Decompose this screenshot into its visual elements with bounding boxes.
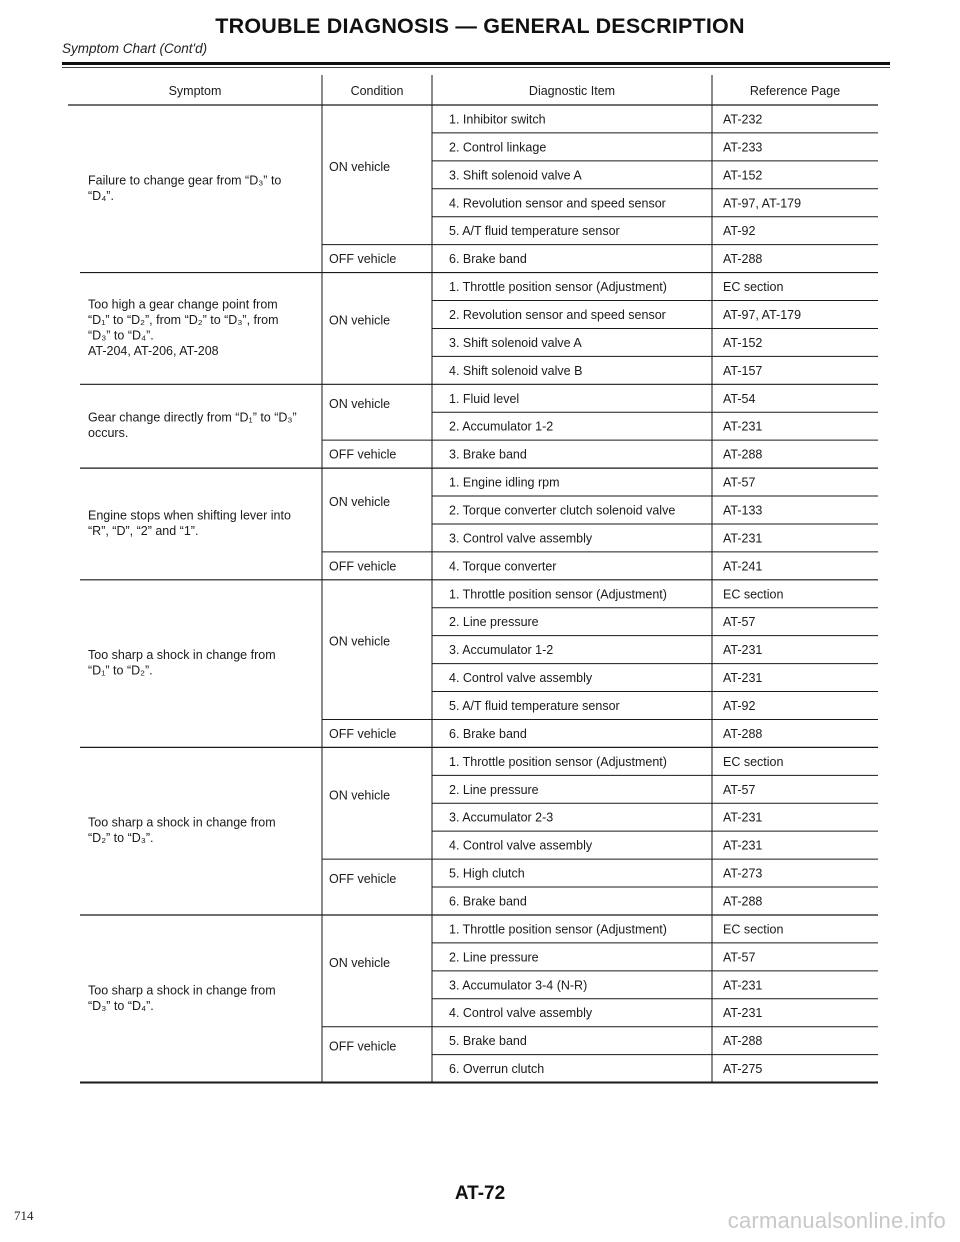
page-title: TROUBLE DIAGNOSIS — GENERAL DESCRIPTION xyxy=(215,14,745,38)
reference-page: AT-231 xyxy=(723,531,763,546)
page-number: AT-72 xyxy=(454,1183,506,1204)
symptom-text: Too sharp a shock in change from xyxy=(88,648,276,663)
diagnostic-item: 6. Overrun clutch xyxy=(449,1062,545,1077)
condition-label: OFF vehicle xyxy=(329,559,397,574)
reference-page: EC section xyxy=(723,754,784,769)
condition-label: ON vehicle xyxy=(329,955,391,970)
diagnostic-item: 2. Control linkage xyxy=(449,140,547,155)
symptom-text: Engine stops when shifting lever into xyxy=(88,508,291,523)
reference-page: AT-152 xyxy=(723,335,763,350)
condition-label: ON vehicle xyxy=(329,313,391,328)
condition-label: OFF vehicle xyxy=(329,1039,397,1054)
reference-page: AT-233 xyxy=(723,140,763,155)
symptom-text: Too sharp a shock in change from xyxy=(88,815,276,830)
reference-page: AT-57 xyxy=(723,615,756,630)
symptom-text: “D₁” to “D₂”. xyxy=(88,663,153,678)
diagnostic-item: 3. Shift solenoid valve A xyxy=(449,168,582,183)
symptom-text: Failure to change gear from “D₃” to xyxy=(88,173,282,188)
reference-page: AT-273 xyxy=(723,866,763,881)
reference-page: AT-232 xyxy=(723,112,763,127)
reference-page: AT-57 xyxy=(723,950,756,965)
reference-page: AT-288 xyxy=(723,1034,763,1049)
diagnostic-item: 3. Control valve assembly xyxy=(449,531,593,546)
diagnostic-item: 4. Control valve assembly xyxy=(449,671,593,686)
diagnostic-item: 2. Revolution sensor and speed sensor xyxy=(449,307,666,322)
diagnostic-item: 1. Throttle position sensor (Adjustment) xyxy=(449,754,667,769)
symptom-text: “D₄”. xyxy=(88,188,114,203)
condition-label: OFF vehicle xyxy=(329,872,397,887)
symptom-text: “D₃” to “D₄”. xyxy=(88,998,154,1013)
diagnostic-item: 2. Line pressure xyxy=(449,950,539,965)
symptom-text: “R”, “D”, “2” and “1”. xyxy=(88,523,199,538)
diagnostic-item: 5. High clutch xyxy=(449,866,525,881)
reference-page: EC section xyxy=(723,280,784,295)
condition-label: OFF vehicle xyxy=(329,726,397,741)
reference-page: AT-92 xyxy=(723,224,756,239)
symptom-text: “D₃” to “D₄”. xyxy=(88,328,154,343)
reference-page: EC section xyxy=(723,587,784,602)
reference-page: AT-97, AT-179 xyxy=(723,307,802,322)
symptom-text: Too sharp a shock in change from xyxy=(88,983,276,998)
diagnostic-item: 3. Shift solenoid valve A xyxy=(449,335,582,350)
diagnostic-item: 1. Throttle position sensor (Adjustment) xyxy=(449,280,667,295)
diagnostic-item: 2. Accumulator 1-2 xyxy=(449,419,554,434)
diagnostic-item: 4. Control valve assembly xyxy=(449,838,593,853)
condition-label: ON vehicle xyxy=(329,788,391,803)
diagnostic-item: 1. Engine idling rpm xyxy=(449,475,560,490)
reference-page: AT-231 xyxy=(723,1006,763,1021)
reference-page: AT-231 xyxy=(723,671,763,686)
diagnostic-item: 5. A/T fluid temperature sensor xyxy=(449,698,620,713)
diagnostic-item: 3. Brake band xyxy=(449,447,527,462)
diagnostic-item: 1. Throttle position sensor (Adjustment) xyxy=(449,922,667,937)
symptom-text: occurs. xyxy=(88,426,129,441)
reference-page: AT-152 xyxy=(723,168,763,183)
margin-number: 714 xyxy=(14,1208,34,1223)
reference-page: AT-288 xyxy=(723,252,763,267)
reference-page: AT-231 xyxy=(723,419,763,434)
column-header-reference-page: Reference Page xyxy=(749,84,841,98)
condition-label: OFF vehicle xyxy=(329,252,397,267)
condition-label: OFF vehicle xyxy=(329,447,397,462)
reference-page: AT-275 xyxy=(723,1062,763,1077)
condition-label: ON vehicle xyxy=(329,159,391,174)
diagnostic-item: 4. Torque converter xyxy=(449,559,557,574)
condition-label: ON vehicle xyxy=(329,397,391,412)
diagnostic-item: 5. Brake band xyxy=(449,1034,527,1049)
column-header-symptom: Symptom xyxy=(168,84,222,98)
reference-page: AT-157 xyxy=(723,363,763,378)
column-header-diagnostic-item: Diagnostic Item xyxy=(528,84,616,98)
condition-label: ON vehicle xyxy=(329,634,391,649)
reference-page: AT-288 xyxy=(723,894,763,909)
diagnostic-item: 1. Throttle position sensor (Adjustment) xyxy=(449,587,667,602)
reference-page: AT-288 xyxy=(723,726,763,741)
diagnostic-item: 2. Line pressure xyxy=(449,782,539,797)
reference-page: AT-54 xyxy=(723,391,756,406)
diagnostic-item: 4. Revolution sensor and speed sensor xyxy=(449,196,666,211)
diagnostic-item: 1. Inhibitor switch xyxy=(449,112,546,127)
diagnostic-item: 6. Brake band xyxy=(449,252,527,267)
reference-page: AT-92 xyxy=(723,698,756,713)
diagnostic-item: 6. Brake band xyxy=(449,726,527,741)
reference-page: AT-57 xyxy=(723,782,756,797)
symptom-text: “D₂” to “D₃”. xyxy=(88,831,154,846)
reference-page: AT-97, AT-179 xyxy=(723,196,802,211)
reference-page: AT-133 xyxy=(723,503,763,518)
diagnostic-item: 3. Accumulator 2-3 xyxy=(449,810,554,825)
symptom-text: Gear change directly from “D₁” to “D₃” xyxy=(88,410,297,425)
symptom-text: Too high a gear change point from xyxy=(88,297,278,312)
diagnostic-item: 4. Control valve assembly xyxy=(449,1006,593,1021)
column-header-condition: Condition xyxy=(350,84,404,98)
reference-page: AT-231 xyxy=(723,643,763,658)
diagnostic-item: 5. A/T fluid temperature sensor xyxy=(449,224,620,239)
condition-label: ON vehicle xyxy=(329,494,391,509)
diagnostic-item: 2. Torque converter clutch solenoid valve xyxy=(449,503,676,518)
diagnostic-item: 3. Accumulator 3-4 (N-R) xyxy=(449,978,588,993)
diagnostic-item: 1. Fluid level xyxy=(449,391,520,406)
reference-page: AT-241 xyxy=(723,559,763,574)
page-subtitle: Symptom Chart (Cont'd) xyxy=(62,41,208,56)
reference-page: AT-288 xyxy=(723,447,763,462)
symptom-text: “D₁” to “D₂”, from “D₂” to “D₃”, from xyxy=(88,312,279,327)
reference-page: AT-57 xyxy=(723,475,756,490)
reference-page: AT-231 xyxy=(723,810,763,825)
reference-page: AT-231 xyxy=(723,978,763,993)
reference-page: AT-231 xyxy=(723,838,763,853)
symptom-text: AT-204, AT-206, AT-208 xyxy=(88,343,219,358)
watermark: carmanualsonline.info xyxy=(727,1208,946,1233)
diagnostic-item: 3. Accumulator 1-2 xyxy=(449,643,554,658)
diagnostic-item: 2. Line pressure xyxy=(449,615,539,630)
reference-page: EC section xyxy=(723,922,784,937)
diagnostic-item: 6. Brake band xyxy=(449,894,527,909)
diagnostic-item: 4. Shift solenoid valve B xyxy=(449,363,583,378)
